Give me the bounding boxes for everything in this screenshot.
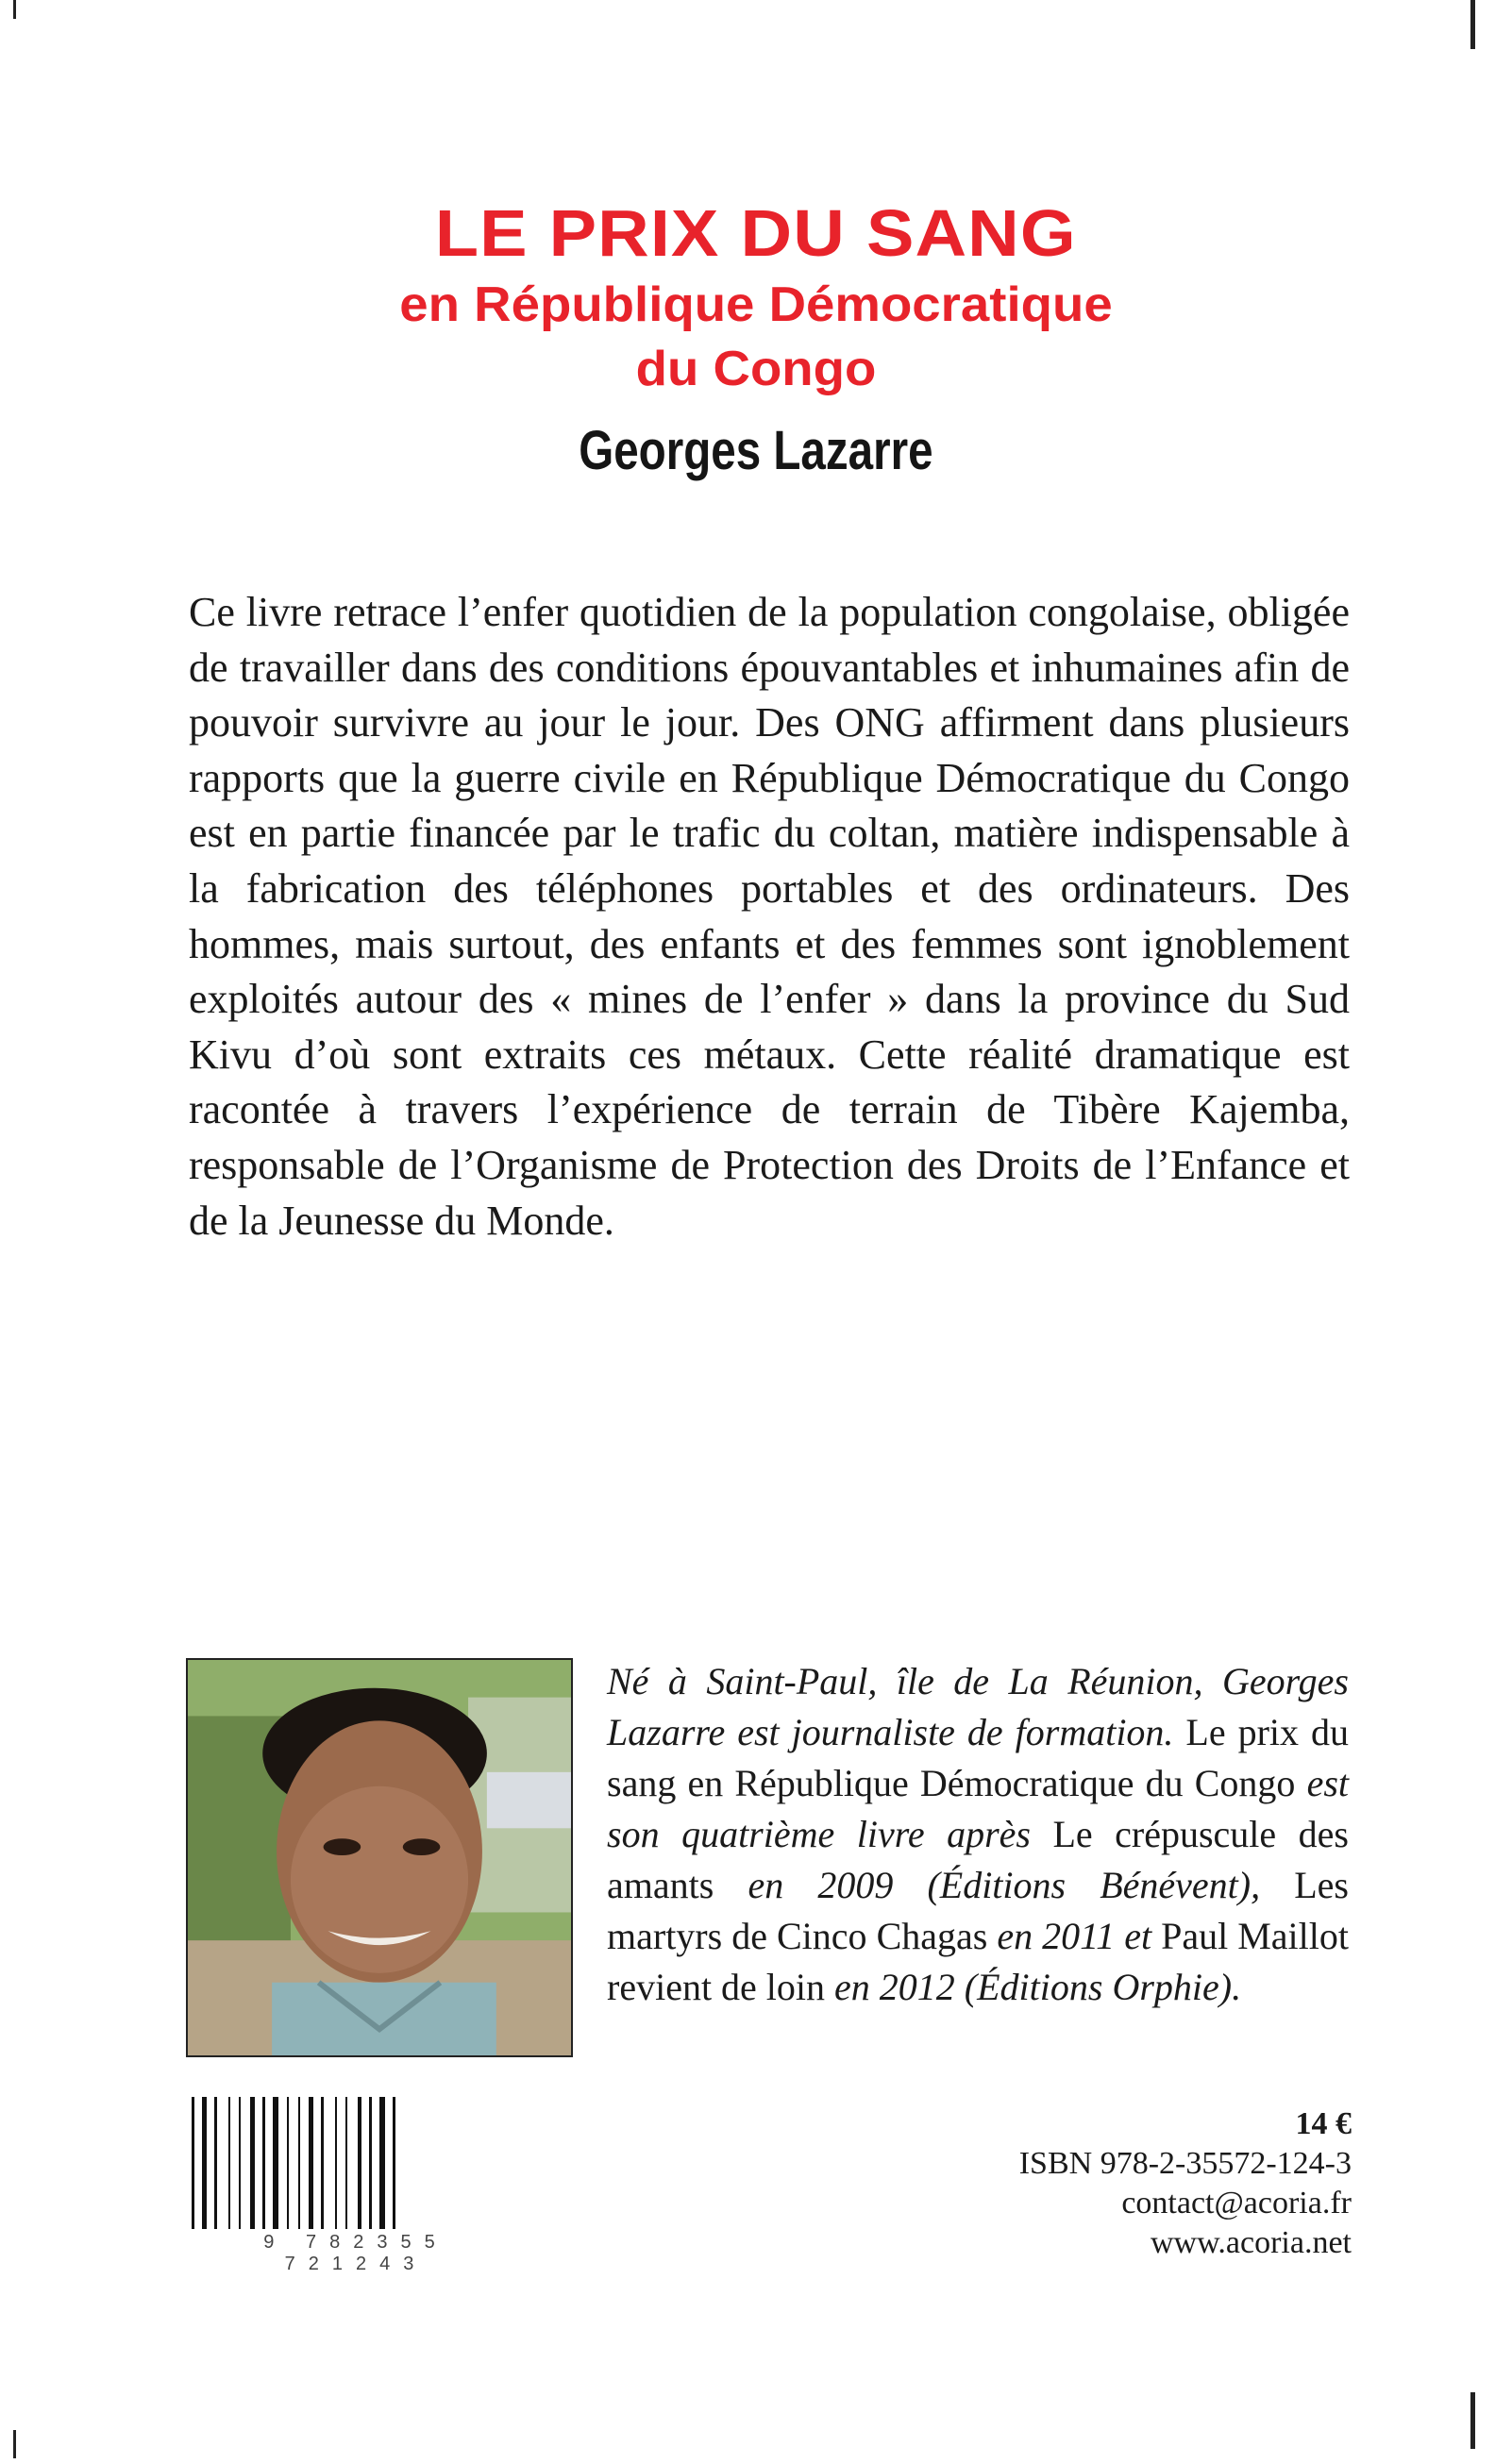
barcode-bar [393, 2097, 395, 2229]
barcode-bar [192, 2097, 194, 2229]
barcode-bar [358, 2097, 361, 2229]
book-subtitle-line1: en République Démocratique [399, 277, 1113, 332]
barcode-bar [321, 2097, 324, 2229]
barcode-bar [273, 2097, 278, 2229]
bio-text-2: en 2009 (Éditions Bénévent), [748, 1864, 1261, 1906]
bio-book-2: Le crépuscule des amants [607, 1813, 1349, 1906]
barcode-bar [287, 2097, 289, 2229]
crop-mark-top-right [1470, 0, 1475, 49]
barcode-digits: 9 782355 721243 [263, 2232, 448, 2274]
bio-text-4: en 2012 (Éditions Orphie). [834, 1966, 1242, 2008]
bio-book-3: Les martyrs de Cinco Chagas [607, 1864, 1349, 1957]
cover-title-block [0, 193, 1512, 484]
bio-text-1: est son quatrième livre après [607, 1762, 1349, 1855]
crop-mark-bottom-left [13, 2430, 16, 2458]
author-photo [186, 1658, 573, 2057]
bio-book-1: Le prix du sang en République Démocratique du Congo [607, 1711, 1349, 1804]
bio-intro: Né à Saint-Paul, île de La Réunion, Georges Lazarre est journaliste de formation. [607, 1660, 1349, 1753]
barcode-bar [262, 2097, 265, 2229]
author-name: Georges Lazarre [579, 420, 933, 481]
barcode-bar [228, 2097, 230, 2229]
book-subtitle-line2: du Congo [635, 342, 877, 396]
synopsis-text: Ce livre retrace l’enfer quotidien de la population congolaise, obligée de travailler dans des conditions épouvantables et inhumaines afin de pouvoir survivre au jour le jour. Des ONG affirment dans plusieurs rapports que la guerre civile en République Démocratique du Congo est en partie financée par le trafic du coltan, matière indispensable à la fabrication des téléphones portables et des ordinateurs. Des hommes, mais surtout, des enfants et des femmes sont ignoblement exploités autour des « mines de l’enfer » dans la province du Sud Kivu d’où sont extraits ces métaux. Cette réalité dramatique est racontée à travers l’expérience de terrain de Tibère Kajemba, responsable de l’Organisme de Protection des Droits de l’Enfance et de la Jeunesse du Monde. [189, 589, 1350, 1244]
barcode-bar [379, 2097, 385, 2229]
barcode-bar [309, 2097, 313, 2229]
barcode-bar [369, 2097, 372, 2229]
barcode-bar [298, 2097, 300, 2229]
isbn-label: ISBN 978-2-35572-124-3 [1018, 2146, 1352, 2181]
book-title: LE PRIX DU SANG [435, 196, 1077, 270]
barcode-bar [202, 2097, 207, 2229]
barcode-bar [250, 2097, 255, 2229]
website-link[interactable]: www.acoria.net [1150, 2225, 1352, 2260]
barcode-bar [335, 2097, 337, 2229]
barcode-bar [214, 2097, 217, 2229]
author-bio [607, 1656, 1349, 2013]
contact-email[interactable]: contact@acoria.fr [1121, 2186, 1352, 2221]
crop-mark-bottom-right [1470, 2392, 1475, 2449]
barcode-bar [345, 2097, 347, 2229]
price-label: 14 € [1295, 2106, 1352, 2141]
bio-book-4: Paul Maillot revient de loin [607, 1915, 1350, 2008]
bio-text-3: en 2011 et [997, 1915, 1152, 1957]
crop-mark-top-left [13, 0, 16, 19]
barcode-bar [239, 2097, 241, 2229]
publisher-info [1019, 2104, 1352, 2263]
